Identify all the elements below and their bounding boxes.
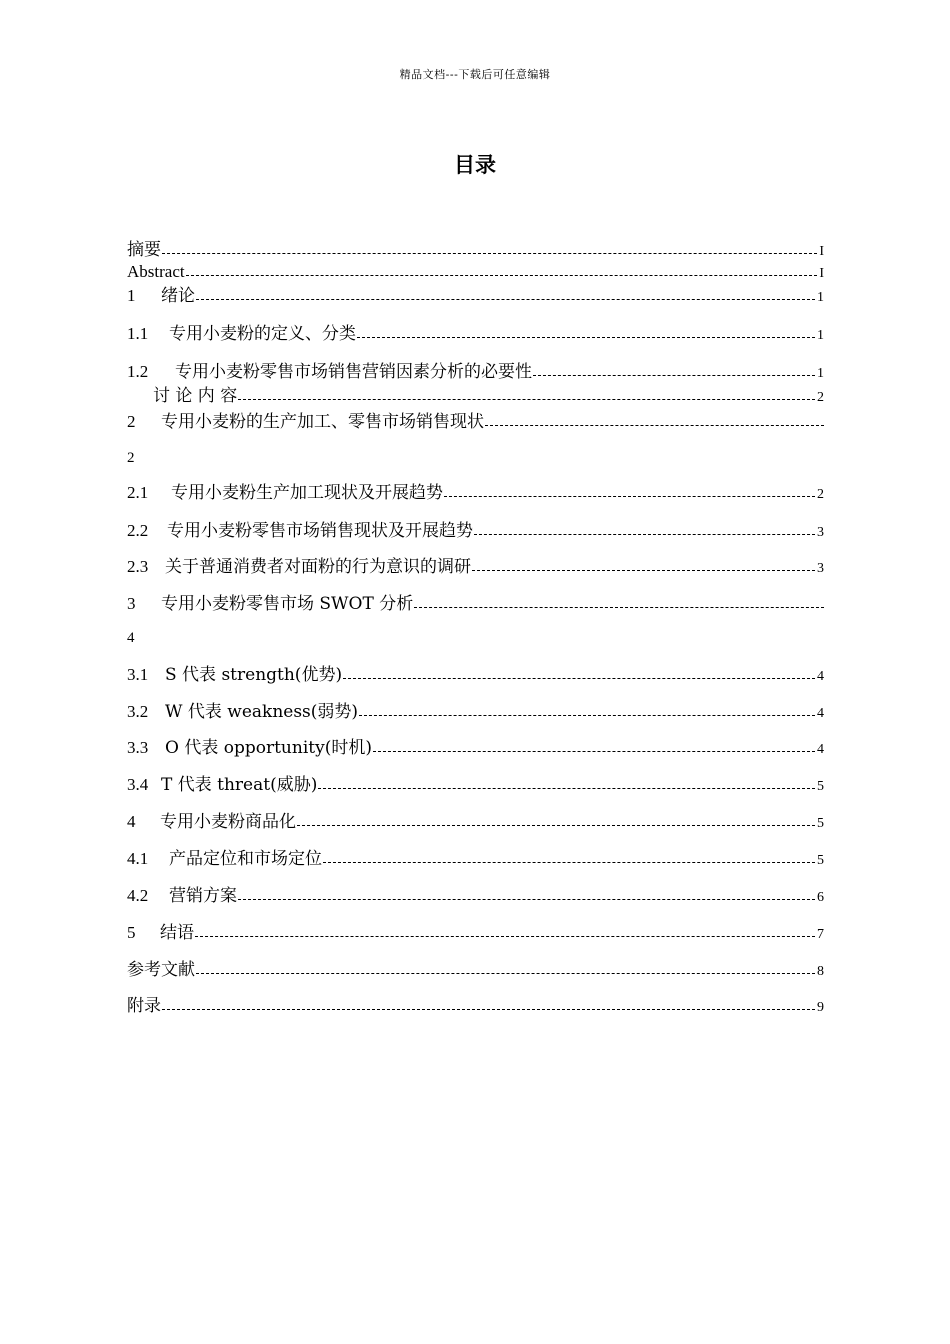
toc-page-number: 5 [817,816,824,831]
dot-leader [359,701,815,716]
toc-page-number: 9 [817,1000,824,1015]
dot-leader [357,323,815,338]
toc-page-number: 7 [817,927,824,942]
toc-entry[interactable] [127,775,824,797]
toc-entry-label: O 代表 opportunity(时机) [165,738,372,758]
dot-leader [195,922,815,937]
dot-leader [238,885,815,900]
dot-leader [162,239,817,254]
toc-page-number: 8 [817,964,824,979]
toc-entry[interactable] [127,886,824,908]
toc-entry-number: 3.2 [127,702,149,721]
dot-leader [186,261,818,276]
toc-entry[interactable] [127,996,824,1018]
toc-entry-label: 关于普通消费者对面粉的行为意识的调研 [165,557,471,577]
toc-entry[interactable] [127,324,824,346]
dot-leader [474,520,815,535]
dot-leader [444,482,815,497]
toc-entry-label: 营销方案 [169,886,237,906]
page-title: 目录 [454,153,496,177]
toc-entry-number: 3 [127,594,136,613]
dot-leader [485,411,824,426]
toc-entry-label: 专用小麦粉零售市场 SWOT 分析 [161,594,414,614]
dot-leader [343,664,815,679]
toc-entry[interactable] [127,702,824,724]
toc-entry[interactable] [127,665,824,687]
dot-leader [472,556,815,571]
toc-entry-label: S 代表 strength(优势) [165,665,343,685]
toc-entry-label: Abstract [127,262,185,281]
toc-page-number: 1 [817,366,824,381]
toc-page-number: 6 [817,890,824,905]
toc-entry[interactable] [127,286,824,308]
toc-entry[interactable] [127,362,824,384]
toc-entry-number: 4.2 [127,886,149,905]
toc-entry-number: 1 [127,286,136,305]
dot-leader [297,811,815,826]
toc-entry-label: 产品定位和市场定位 [169,849,322,869]
toc-page-number: 4 [817,742,824,757]
toc-entry-number: 4 [127,812,136,831]
dot-leader [323,848,815,863]
toc-entry-label: 参考文献 [127,960,195,980]
toc-entry-number: 3.3 [127,738,149,757]
toc-page-number: 2 [817,487,824,502]
toc-entry-label: 专用小麦粉生产加工现状及开展趋势 [171,483,443,503]
toc-page-number: 4 [127,630,135,646]
toc-page-number: I [819,266,824,281]
dot-leader [162,995,815,1010]
toc-entry[interactable] [127,483,824,505]
dot-leader [238,385,815,400]
toc-entry-number: 1.1 [127,324,149,343]
toc-entry[interactable] [127,849,824,871]
toc-page-number: 3 [817,525,824,540]
toc-page-number: 5 [817,853,824,868]
toc-entry-number: 5 [127,923,136,942]
toc-entry-label: 结语 [160,923,194,943]
toc-entry[interactable] [127,923,824,945]
toc-entry-label: 专用小麦粉的生产加工、零售市场销售现状 [161,412,484,432]
toc-entry-number: 4.1 [127,849,149,868]
dot-leader [318,774,815,789]
toc-entry[interactable] [127,386,824,408]
toc-page-number: 5 [817,779,824,794]
dot-leader [196,959,815,974]
toc-entry-number: 2.2 [127,521,149,540]
page-header: 精品文档---下载后可任意编辑 [399,68,551,81]
toc-entry-number: 3.4 [127,775,149,794]
toc-page-number: 4 [817,706,824,721]
toc-entry-label: T 代表 threat(威胁) [161,775,318,795]
toc-entry[interactable] [127,594,824,614]
dot-leader [196,285,815,300]
toc-entry[interactable] [127,960,824,982]
toc-entry-number: 3.1 [127,665,149,684]
dot-leader [373,737,815,752]
toc-entry[interactable] [127,557,824,579]
toc-entry-label: 专用小麦粉零售市场销售现状及开展趋势 [167,521,473,541]
toc-entry-label: W 代表 weakness(弱势) [165,702,359,722]
toc-page-number: 4 [817,669,824,684]
toc-entry-number: 2.1 [127,483,149,502]
toc-page-number: 3 [817,561,824,576]
toc-entry-label: 专用小麦粉零售市场销售营销因素分析的必要性 [175,362,532,382]
dot-leader [533,361,815,376]
toc-entry-label: 附录 [127,996,161,1016]
toc-entry-number: 1.2 [127,362,149,381]
toc-page-number: I [819,244,824,259]
toc-page-number: 1 [817,290,824,305]
toc-entry[interactable] [127,812,824,834]
toc-entry[interactable] [127,262,824,284]
toc-entry-label: 专用小麦粉的定义、分类 [169,324,356,344]
toc-entry[interactable] [127,521,824,543]
dot-leader [414,593,824,608]
toc-entry-label: 专用小麦粉商品化 [160,812,296,832]
toc-entry[interactable] [127,240,824,262]
toc-entry-label: 讨 论 内 容 [153,386,238,406]
toc-entry-label: 绪论 [161,286,195,306]
toc-entry[interactable] [127,412,824,432]
toc-entry[interactable] [127,738,824,760]
toc-page-number: 2 [817,390,824,405]
toc-entry-number: 2 [127,412,136,431]
toc-entry-number: 2.3 [127,557,149,576]
toc-entry-label: 摘要 [127,240,161,260]
toc-page-number: 1 [817,328,824,343]
toc-page-number: 2 [127,450,135,466]
